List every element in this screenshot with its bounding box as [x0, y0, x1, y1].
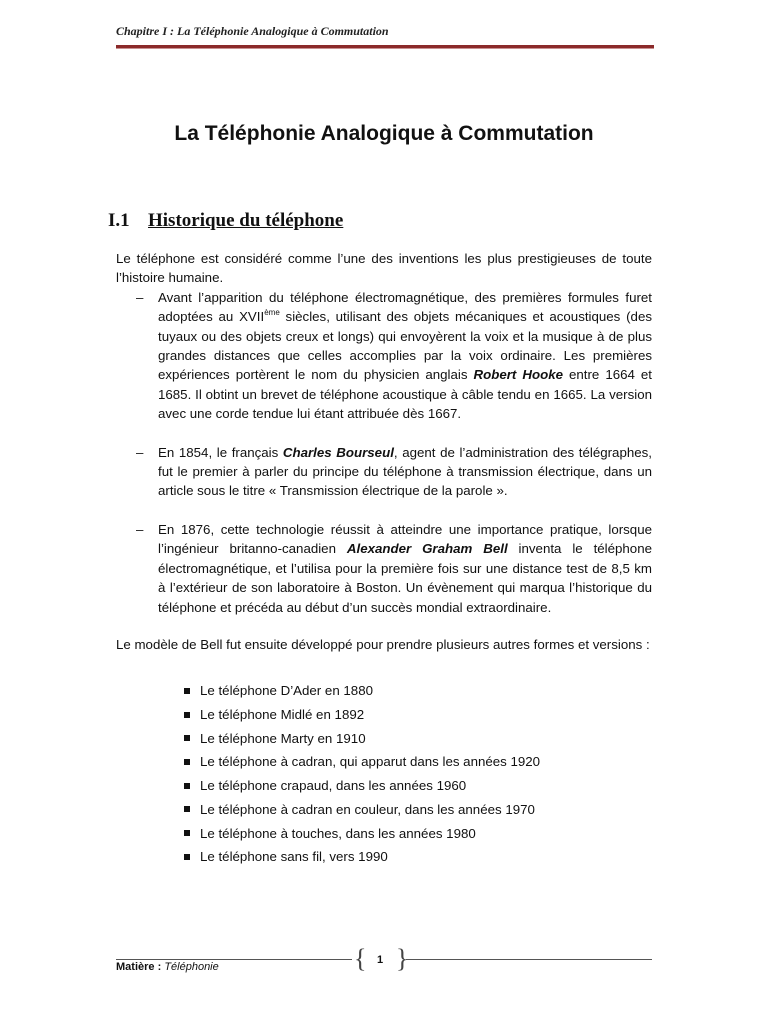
list-item: Le téléphone sans fil, vers 1990 [116, 845, 652, 869]
section-title: Historique du téléphone [148, 210, 344, 231]
list-item [116, 288, 652, 424]
dash-marker: – [136, 444, 144, 460]
item-text: inventa le téléphone électromagnétique, et l’utilisa pour la première fois sur une distance test de 8,5 km à l’extérieur de son laboratoire à Boston. Un évènement qui marqua l’historique du téléphone et précéda au début d’un succès mondial extraordinaire. [158, 541, 652, 615]
item-text: En 1854, le français [158, 444, 283, 460]
chapter-header: Chapitre I : La Téléphonie Analogique à Commutation [116, 24, 389, 38]
item-text: entre 1664 et 1685. Il obtint un brevet de téléphone acoustique à câble tendu en 1665. La version avec une corde tendue lui étant attribuée dès 1667. [158, 367, 653, 422]
section-heading [108, 210, 343, 232]
item-text: , agent de l’administration des télégraphes, fut le premier à parler du principe du téléphone à transmission électrique, dans un article sous le titre « Transmission électrique de la parole ». [158, 444, 652, 499]
versions-paragraph: Le modèle de Bell fut ensuite développé pour prendre plusieurs autres formes et versions : [116, 636, 650, 652]
bullet-square-icon [184, 830, 190, 836]
list-item: Le téléphone à cadran, qui apparut dans les années 1920 [116, 750, 652, 774]
dash-marker: – [136, 521, 144, 537]
list-item: Le téléphone Midlé en 1892 [116, 703, 652, 727]
header-rule [116, 45, 654, 49]
bullet-square-icon [184, 854, 190, 860]
page-footer [116, 945, 652, 985]
item-text: En 1876, cette technologie réussit à atteindre une importance pratique, lorsque l’ingénieur britanno-canadien [158, 521, 652, 557]
list-item: Le téléphone à cadran en couleur, dans les années 1970 [116, 798, 652, 822]
list-item: Le téléphone D’Ader en 1880 [116, 679, 652, 703]
versions-list [116, 679, 652, 869]
history-list [116, 288, 652, 617]
page-header [116, 24, 654, 49]
body-content [116, 249, 652, 869]
footer-rule [406, 959, 652, 960]
bullet-square-icon [184, 688, 190, 694]
subject-value: Téléphonie [164, 961, 219, 973]
subject-label: Matière : [116, 961, 162, 973]
footer-subject [116, 961, 219, 973]
list-item: Le téléphone crapaud, dans les années 1960 [116, 774, 652, 798]
bullet-square-icon [184, 735, 190, 741]
bullet-square-icon [184, 759, 190, 765]
left-brace-icon: { [354, 944, 367, 973]
list-item [116, 520, 652, 617]
bullet-square-icon [184, 712, 190, 718]
item-text: Avant l’apparition du téléphone électromagnétique, des premières formules furet adoptées au XVII [158, 289, 652, 325]
person-name: Charles Bourseul [282, 444, 394, 460]
list-item [116, 443, 652, 501]
right-brace-icon: } [396, 944, 409, 973]
bullet-square-icon [184, 806, 190, 812]
page-number: 1 [376, 954, 384, 966]
person-name: Alexander Graham Bell [346, 541, 508, 557]
document-title: La Téléphonie Analogique à Commutation [174, 122, 594, 145]
dash-marker: – [136, 289, 144, 305]
person-name: Robert Hooke [473, 367, 564, 383]
superscript: ème [264, 308, 280, 318]
list-item: Le téléphone à touches, dans les années 1980 [116, 822, 652, 846]
list-item: Le téléphone Marty en 1910 [116, 727, 652, 751]
section-number: I.1 [108, 210, 130, 231]
footer-rule [116, 959, 352, 960]
intro-paragraph: Le téléphone est considéré comme l’une des inventions les plus prestigieuses de toute l’histoire humaine. [116, 251, 652, 286]
item-text: siècles, utilisant des objets mécaniques et acoustiques (des tuyaux ou des objets creux et longs) qui envoyèrent la voix et la musique à de plus grandes distances que celles accomplies par la voix ordinaire. Les premières expériences portèrent le nom du physicien anglais [158, 309, 652, 383]
bullet-square-icon [184, 783, 190, 789]
